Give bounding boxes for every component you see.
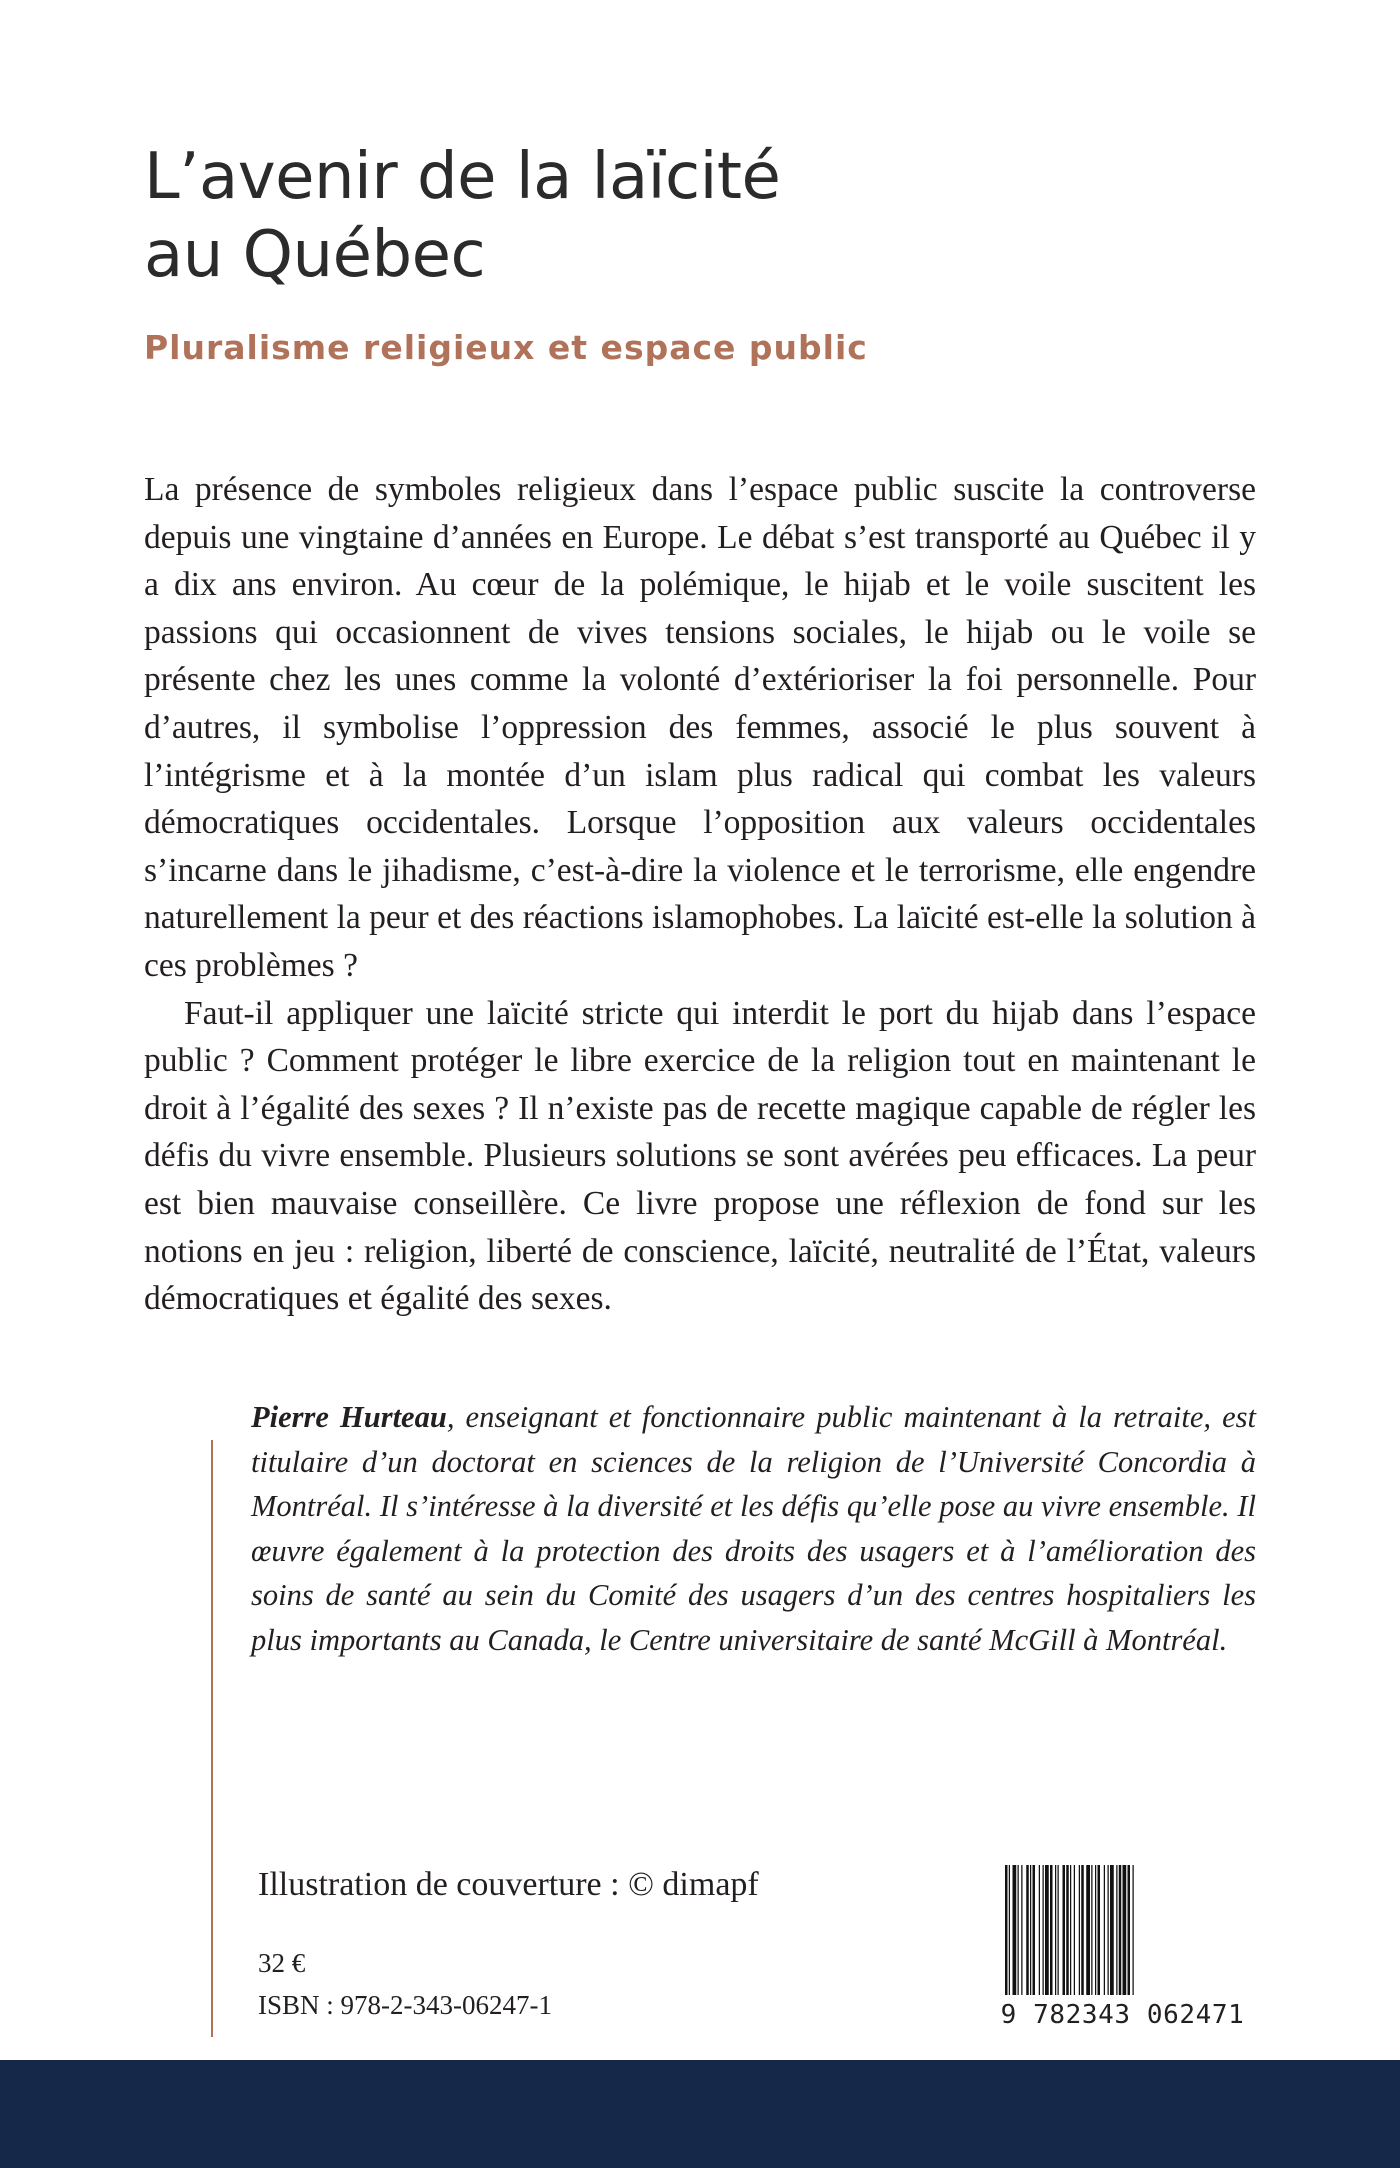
blurb-paragraph-2: Faut-il appliquer une laïcité stricte qui interdit le port du hijab dans l’espace public ? Comment protéger le libre exercice de la religion tout en maintenant le droit à l’égalité des sexes ? Il n’existe pas de recette magique capable de régler les défis du vivre ensemble. Plusieurs solutions se sont avérées peu efficaces. La peur est bien mauvaise conseillère. Ce livre propose une réflexion de fond sur les notions en jeu : religion, liberté de conscience, laïcité, neutralité de l’État, valeurs démocratiques et égalité des sexes. — [144, 994, 1256, 1318]
author-bio-text: , enseignant et fonctionnaire public maintenant à la retraite, est titulaire d’un doctorat en sciences de la religion de l’Université Concordia à Montréal. Il s’intéresse à la diversité et les défis qu’elle pose au vivre ensemble. Il œuvre également à la protection des droits des usagers et à l’amélioration des soins de santé au sein du Comité des usagers d’un des centres hospitaliers les plus importants au Canada, le Centre universitaire de santé McGill à Montréal. — [251, 1400, 1257, 1657]
accent-vertical-rule — [211, 1440, 213, 2037]
cover-illustration-credit: Illustration de couverture : © dimapf — [258, 1866, 759, 1903]
book-title-line-1: L’avenir de la laïcité — [144, 140, 781, 214]
author-name: Pierre Hurteau — [251, 1400, 447, 1434]
blurb-paragraph-1: La présence de symboles religieux dans l’espace public suscite la controverse depuis une vingtaine d’années en Europe. Le débat s’est transporté au Québec il y a dix ans environ. Au cœur de la polémique, le hijab et le voile suscitent les passions qui occasionnent de vives tensions sociales, le hijab ou le voile se présente chez les unes comme la volonté d’extérioriser la foi personnelle. Pour d’autres, il symbolise l’oppression des femmes, associé le plus souvent à l’intégrisme et à la montée d’un islam plus radical qui combat les valeurs démocratiques occidentales. Lorsque l’opposition aux valeurs occidentales s’incarne dans le jihadisme, c’est-à-dire la violence et le terrorisme, elle engendre naturellement la peur et des réactions islamophobes. La laïcité est-elle la solution à ces problèmes ? — [144, 471, 1256, 984]
back-cover-blurb — [144, 466, 1256, 1323]
price: 32 € — [258, 1948, 306, 1978]
barcode-digits: 9 782343 062471 — [1000, 2000, 1245, 2030]
isbn: ISBN : 978-2-343-06247-1 — [258, 1990, 552, 2020]
book-subtitle: Pluralisme religieux et espace public — [144, 328, 868, 367]
book-title — [144, 138, 1264, 294]
barcode-icon — [1005, 1865, 1237, 1995]
bottom-color-band — [0, 2060, 1400, 2168]
book-title-line-2: au Québec — [144, 218, 486, 292]
author-bio — [251, 1395, 1256, 1662]
